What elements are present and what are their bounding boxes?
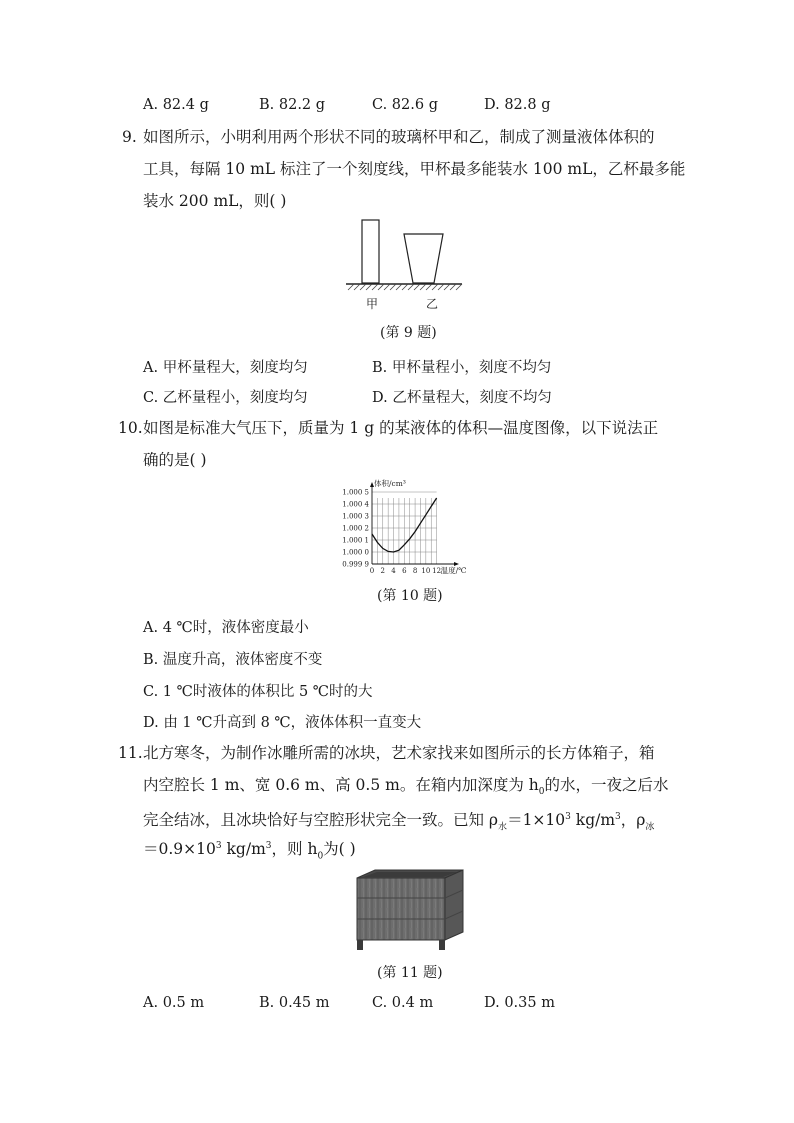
- q8-option-c: C. 82.6 g: [372, 97, 438, 113]
- q9-caption: (第 9 题): [380, 325, 437, 341]
- y-tick-label: 1.000 3: [342, 512, 369, 521]
- cup-yi: [404, 234, 443, 283]
- chart-y-ticks: [342, 489, 369, 569]
- ground-hatch: [348, 284, 462, 290]
- x-tick-label: 4: [391, 567, 396, 575]
- q9-line2: 工具，每隔 10 mL 标注了一个刻度线，甲杯最多能装水 100 mL，乙杯最多能: [143, 160, 686, 178]
- q9-number: 9.: [122, 128, 137, 146]
- cup-jia: [362, 220, 379, 283]
- label-yi: 乙: [426, 297, 439, 311]
- chart-x-ticks: [370, 567, 441, 575]
- q8-option-d: D. 82.8 g: [484, 97, 551, 113]
- q8-option-b: B. 82.2 g: [259, 97, 326, 113]
- q10-number: 10.: [118, 419, 143, 437]
- y-tick-label: 1.000 0: [342, 548, 369, 557]
- q10-option-c: C. 1 ℃时液体的体积比 5 ℃时的大: [143, 684, 373, 700]
- q9-line1: 如图所示，小明利用两个形状不同的玻璃杯甲和乙，制成了测量液体体积的: [143, 128, 655, 146]
- chart-axes: [370, 482, 459, 566]
- q11-option-c: C. 0.4 m: [372, 995, 434, 1011]
- q11-option-d: D. 0.35 m: [484, 995, 555, 1011]
- chart-x-label: 温度/℃: [440, 566, 467, 575]
- y-tick-label: 1.000 1: [342, 536, 369, 545]
- x-tick-label: 10: [421, 567, 431, 575]
- q11-caption: (第 11 题): [377, 965, 443, 981]
- q11-option-a: A. 0.5 m: [143, 995, 205, 1011]
- q10-volume-temperature-chart: [330, 478, 467, 578]
- chart-grid: [372, 492, 437, 564]
- q9-option-c: C. 乙杯量程小，刻度均匀: [143, 390, 308, 406]
- label-jia: 甲: [366, 297, 379, 311]
- q10-line2: 确的是( ): [143, 451, 207, 469]
- q10-option-d: D. 由 1 ℃升高到 8 ℃，液体体积一直变大: [143, 715, 422, 731]
- q9-line3: 装水 200 mL，则( ): [143, 192, 287, 210]
- q9-cups-figure: [340, 214, 466, 314]
- x-tick-label: 12: [432, 567, 442, 575]
- q10-option-a: A. 4 ℃时，液体密度最小: [143, 620, 309, 636]
- y-tick-label: 0.999 9: [342, 560, 369, 569]
- box-interior: [363, 872, 457, 877]
- y-tick-label: 1.000 2: [342, 524, 369, 533]
- q11-option-b: B. 0.45 m: [259, 995, 330, 1011]
- q8-option-a: A. 82.4 g: [143, 97, 209, 113]
- y-tick-label: 1.000 4: [342, 500, 369, 509]
- q9-option-b: B. 甲杯量程小，刻度不均匀: [372, 360, 552, 376]
- q11-line4: $=0.9\times 10^3$ $kg/m^3$，则 $h_0$为( ): [143, 840, 356, 862]
- q11-number: 11.: [118, 744, 143, 762]
- q9-option-a: A. 甲杯量程大，刻度均匀: [143, 360, 308, 376]
- x-tick-label: 6: [402, 567, 407, 575]
- q10-option-b: B. 温度升高，液体密度不变: [143, 652, 323, 668]
- q11-line2: 内空腔长 1 m、宽 0.6 m、高 0.5 m。在箱内加深度为 $h_0$的水，一夜之后水: [143, 776, 669, 798]
- x-tick-label: 0: [369, 567, 375, 575]
- chart-y-label: 体积/cm³: [374, 479, 406, 488]
- q11-line3: 完全结冰，且冰块恰好与空腔形状完全一致。已知 $\rho_水=1\times 10^3$ $kg/m^3$，$\rho_冰$: [143, 811, 655, 833]
- q11-line1: 北方寒冬，为制作冰雕所需的冰块，艺术家找来如图所示的长方体箱子，箱: [143, 744, 655, 762]
- q10-caption: (第 10 题): [377, 588, 443, 604]
- y-tick-label: 1.000 5: [342, 488, 369, 497]
- box-side-face: [445, 870, 463, 940]
- q10-line1: 如图是标准大气压下，质量为 1 g 的某液体的体积—温度图像，以下说法正: [143, 419, 659, 437]
- q11-wooden-box-image: [353, 868, 469, 954]
- x-tick-label: 2: [380, 567, 386, 575]
- box-front-face: [357, 878, 445, 940]
- q9-option-d: D. 乙杯量程大，刻度不均匀: [372, 390, 552, 406]
- x-tick-label: 8: [412, 567, 418, 575]
